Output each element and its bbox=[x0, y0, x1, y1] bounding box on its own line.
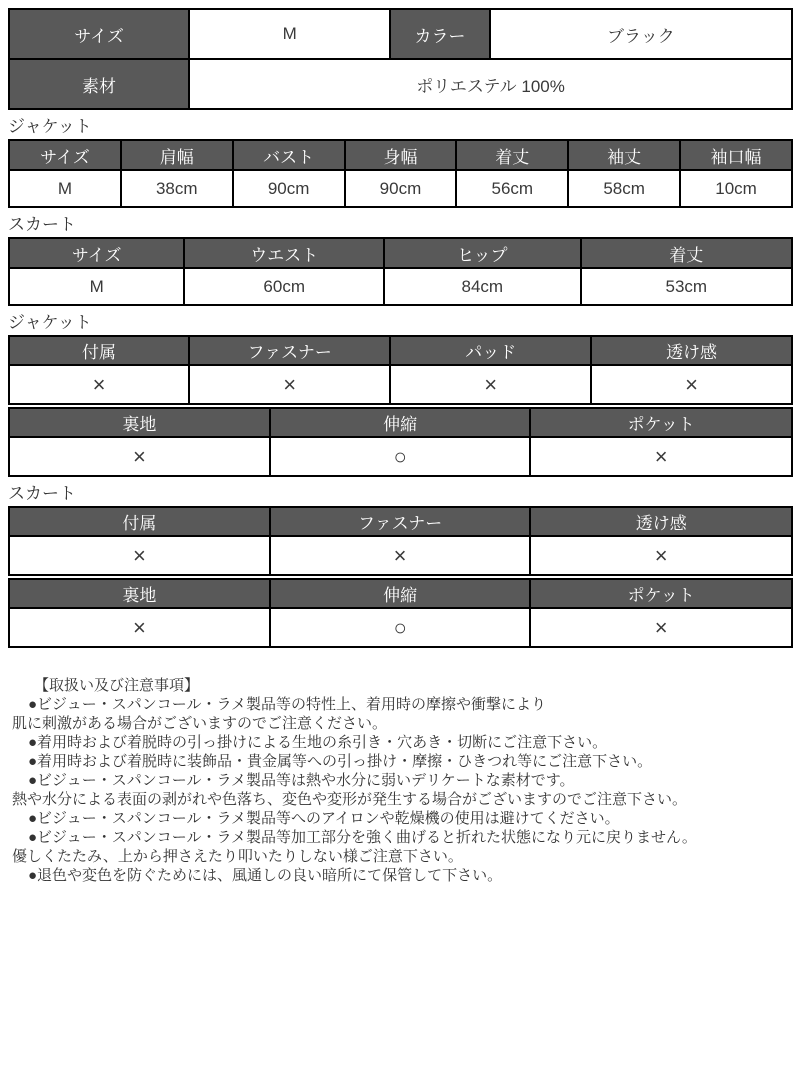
note-line: 優しくたたみ、上から押さえたり叩いたりしない様ご注意下さい。 bbox=[12, 848, 463, 865]
header-cell: ファスナー bbox=[270, 507, 531, 536]
header-cell: 着丈 bbox=[456, 140, 568, 170]
note-line: ●ビジュー・スパンコール・ラメ製品等へのアイロンや乾燥機の使用は避けてください。 bbox=[28, 810, 620, 827]
header-cell: バスト bbox=[233, 140, 345, 170]
color-header-cell: カラー bbox=[390, 9, 489, 59]
skirt-features-table-1 bbox=[8, 506, 793, 576]
header-cell: ウエスト bbox=[184, 238, 384, 268]
skirt-features-value-row-2 bbox=[9, 608, 792, 647]
header-cell: 肩幅 bbox=[121, 140, 233, 170]
circle-mark: ○ bbox=[270, 608, 531, 647]
header-cell: 付属 bbox=[9, 507, 270, 536]
header-cell: 着丈 bbox=[581, 238, 792, 268]
header-cell: 伸縮 bbox=[270, 408, 531, 437]
cross-mark: × bbox=[530, 536, 792, 575]
jacket-features-header-row-1 bbox=[9, 336, 792, 365]
header-cell: 袖口幅 bbox=[680, 140, 792, 170]
cross-mark: × bbox=[270, 536, 531, 575]
header-cell: 付属 bbox=[9, 336, 189, 365]
header-cell: パッド bbox=[390, 336, 591, 365]
header-cell: 伸縮 bbox=[270, 579, 531, 608]
header-cell: 袖丈 bbox=[568, 140, 680, 170]
note-line: 熱や水分による表面の剥がれや色落ち、変色や変形が発生する場合がございますのでご注意下さい。 bbox=[12, 791, 688, 808]
value-cell: 84cm bbox=[384, 268, 581, 305]
note-line: ●ビジュー・スパンコール・ラメ製品等の特性上、着用時の摩擦や衝撃により bbox=[28, 696, 547, 713]
note-line: 肌に刺激がある場合がございますのでご注意ください。 bbox=[12, 715, 388, 732]
skirt-features-header-row-1 bbox=[9, 507, 792, 536]
jacket-size-value-row bbox=[9, 170, 792, 207]
header-cell: サイズ bbox=[9, 238, 184, 268]
value-cell: 53cm bbox=[581, 268, 792, 305]
value-cell: 58cm bbox=[568, 170, 680, 207]
jacket-size-header-row bbox=[9, 140, 792, 170]
value-cell: M bbox=[9, 268, 184, 305]
skirt-size-section-label: スカート bbox=[8, 215, 76, 234]
jacket-features-value-row-2 bbox=[9, 437, 792, 476]
skirt-size-table bbox=[8, 237, 793, 306]
cross-mark: × bbox=[591, 365, 792, 404]
jacket-features-header-row-2 bbox=[9, 408, 792, 437]
cross-mark: × bbox=[9, 437, 270, 476]
care-notes bbox=[8, 676, 793, 885]
jacket-features-table-2 bbox=[8, 407, 793, 477]
material-value-cell: ポリエステル 100% bbox=[189, 59, 792, 109]
color-value-cell: ブラック bbox=[490, 9, 792, 59]
value-cell: 56cm bbox=[456, 170, 568, 207]
cross-mark: × bbox=[9, 365, 189, 404]
note-line: ●ビジュー・スパンコール・ラメ製品等加工部分を強く曲げると折れた状態になり元に戻りません。 bbox=[28, 829, 697, 846]
size-value-cell: M bbox=[189, 9, 390, 59]
jacket-features-section-label: ジャケット bbox=[8, 313, 92, 332]
notes-title: 【取扱い及び注意事項】 bbox=[34, 677, 200, 694]
size-header-cell: サイズ bbox=[9, 9, 189, 59]
material-header-cell: 素材 bbox=[9, 59, 189, 109]
skirt-features-table-2 bbox=[8, 578, 793, 648]
value-cell: 60cm bbox=[184, 268, 384, 305]
note-line: ●着用時および着脱時の引っ掛けによる生地の糸引き・穴あき・切断にご注意下さい。 bbox=[28, 734, 608, 751]
cross-mark: × bbox=[189, 365, 390, 404]
header-cell: 透け感 bbox=[530, 507, 792, 536]
header-cell: 身幅 bbox=[345, 140, 457, 170]
circle-mark: ○ bbox=[270, 437, 531, 476]
skirt-features-section-label: スカート bbox=[8, 484, 76, 503]
spec-row-material bbox=[9, 59, 792, 109]
cross-mark: × bbox=[9, 536, 270, 575]
note-line: ●ビジュー・スパンコール・ラメ製品等は熱や水分に弱いデリケートな素材です。 bbox=[28, 772, 575, 789]
skirt-features-header-row-2 bbox=[9, 579, 792, 608]
jacket-size-section-label: ジャケット bbox=[8, 117, 92, 136]
spec-row-size-color bbox=[9, 9, 792, 59]
value-cell: 38cm bbox=[121, 170, 233, 207]
value-cell: M bbox=[9, 170, 121, 207]
header-cell: ポケット bbox=[530, 579, 792, 608]
cross-mark: × bbox=[390, 365, 591, 404]
value-cell: 10cm bbox=[680, 170, 792, 207]
note-line: ●着用時および着脱時に装飾品・貴金属等への引っ掛け・摩擦・ひきつれ等にご注意下さい。 bbox=[28, 753, 653, 770]
skirt-features-value-row-1 bbox=[9, 536, 792, 575]
value-cell: 90cm bbox=[233, 170, 345, 207]
jacket-features-value-row-1 bbox=[9, 365, 792, 404]
spec-table bbox=[8, 8, 793, 110]
header-cell: 裏地 bbox=[9, 408, 270, 437]
skirt-size-header-row bbox=[9, 238, 792, 268]
cross-mark: × bbox=[530, 437, 792, 476]
cross-mark: × bbox=[9, 608, 270, 647]
header-cell: 透け感 bbox=[591, 336, 792, 365]
value-cell: 90cm bbox=[345, 170, 457, 207]
jacket-size-table bbox=[8, 139, 793, 208]
header-cell: 裏地 bbox=[9, 579, 270, 608]
jacket-features-table-1 bbox=[8, 335, 793, 405]
header-cell: サイズ bbox=[9, 140, 121, 170]
header-cell: ポケット bbox=[530, 408, 792, 437]
header-cell: ファスナー bbox=[189, 336, 390, 365]
note-line: ●退色や変色を防ぐためには、風通しの良い暗所にて保管して下さい。 bbox=[28, 867, 503, 884]
skirt-size-value-row bbox=[9, 268, 792, 305]
cross-mark: × bbox=[530, 608, 792, 647]
header-cell: ヒップ bbox=[384, 238, 581, 268]
